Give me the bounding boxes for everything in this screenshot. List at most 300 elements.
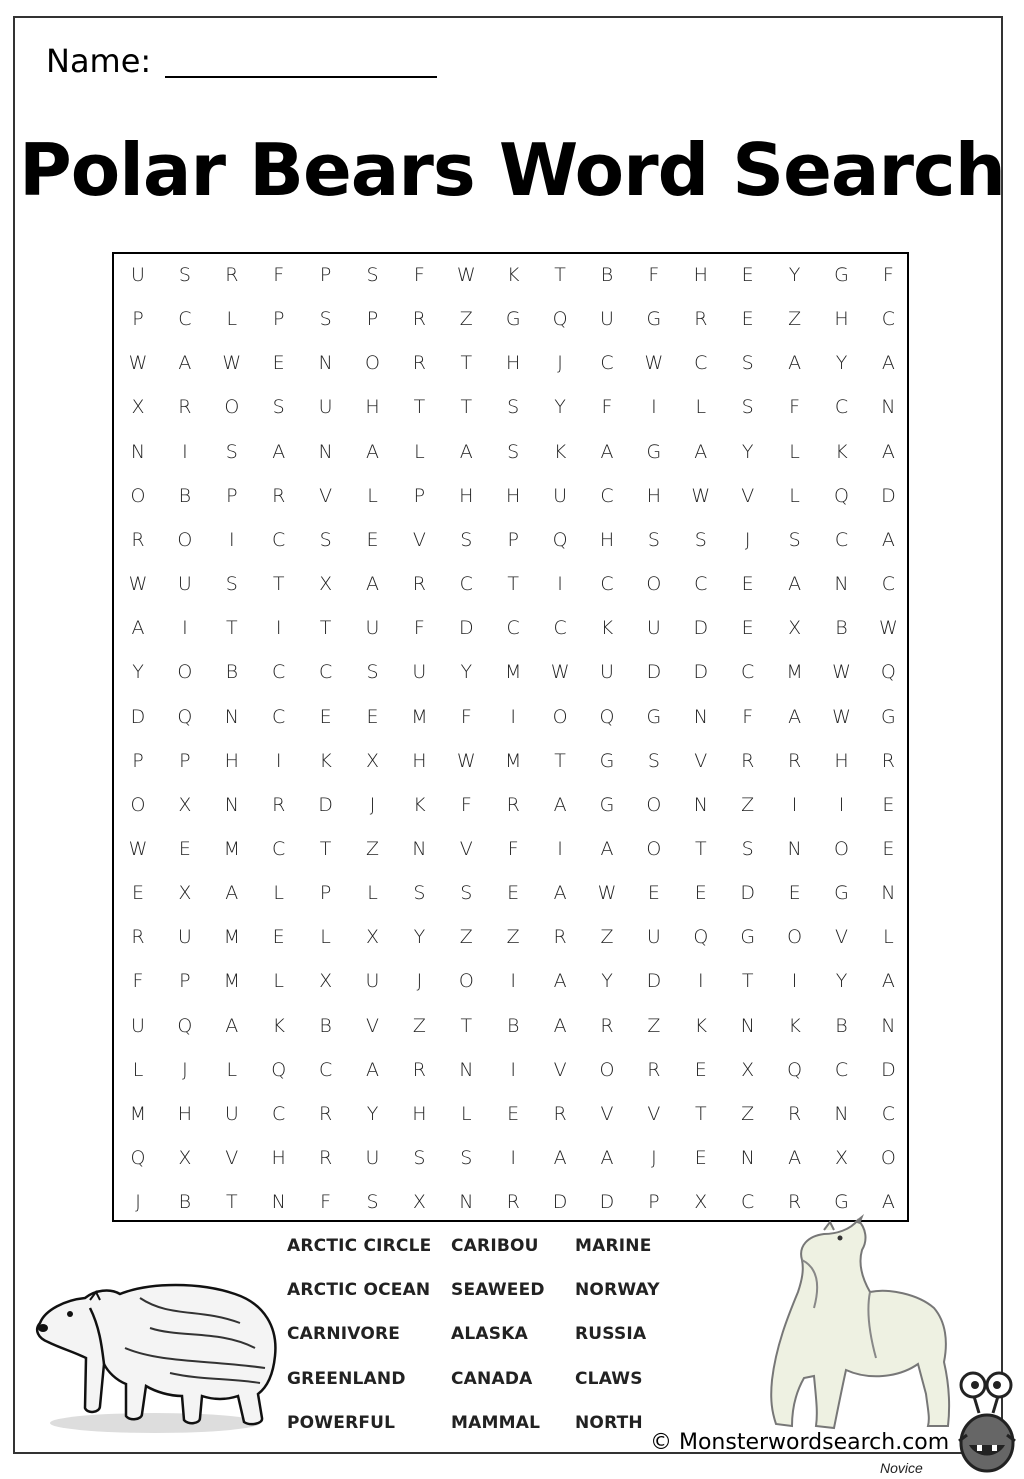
grid-cell[interactable]: R <box>272 793 286 816</box>
grid-cell[interactable]: H <box>506 352 521 375</box>
grid-cell[interactable]: Y <box>601 970 613 993</box>
grid-cell[interactable]: O <box>458 970 474 993</box>
name-field-line[interactable] <box>165 76 437 78</box>
grid-cell[interactable]: H <box>693 264 708 286</box>
grid-cell[interactable]: H <box>834 749 849 772</box>
grid-cell[interactable]: O <box>646 837 662 860</box>
grid-cell[interactable]: Q <box>552 308 568 331</box>
grid-cell[interactable]: A <box>600 837 614 860</box>
grid-cell[interactable]: E <box>882 837 895 860</box>
grid-cell[interactable]: A <box>788 1147 802 1169</box>
grid-cell[interactable]: P <box>507 528 519 551</box>
grid-cell[interactable]: S <box>413 1147 426 1169</box>
grid-cell[interactable]: O <box>130 793 146 816</box>
grid-cell[interactable]: O <box>224 396 240 419</box>
grid-cell[interactable]: G <box>599 793 615 816</box>
grid-cell[interactable]: A <box>881 528 895 551</box>
grid-cell[interactable]: L <box>695 396 707 419</box>
grid-cell[interactable]: R <box>412 573 426 596</box>
grid-cell[interactable]: Z <box>365 837 380 860</box>
grid-cell[interactable]: U <box>131 264 145 286</box>
grid-cell[interactable]: A <box>788 705 802 728</box>
grid-cell[interactable]: W <box>832 661 851 684</box>
grid-cell[interactable]: F <box>742 705 754 728</box>
grid-cell[interactable]: N <box>224 793 239 816</box>
grid-cell[interactable]: L <box>320 926 331 949</box>
grid-cell[interactable]: I <box>697 970 704 993</box>
grid-cell[interactable]: Z <box>741 1102 755 1125</box>
grid-cell[interactable]: N <box>318 440 333 463</box>
grid-cell[interactable]: Q <box>271 1058 287 1081</box>
grid-cell[interactable]: Y <box>413 926 426 949</box>
grid-cell[interactable]: K <box>553 440 567 463</box>
grid-cell[interactable]: W <box>128 837 148 860</box>
grid-cell[interactable]: N <box>693 705 708 728</box>
grid-cell[interactable]: H <box>646 484 662 507</box>
grid-cell[interactable]: C <box>834 396 849 419</box>
grid-cell[interactable]: T <box>554 264 566 286</box>
grid-cell[interactable]: O <box>365 352 380 375</box>
grid-cell[interactable]: P <box>132 308 144 331</box>
grid-cell[interactable]: S <box>178 264 191 286</box>
grid-cell[interactable]: N <box>740 1014 755 1037</box>
grid-cell[interactable]: D <box>693 617 709 640</box>
grid-cell[interactable]: X <box>365 926 380 949</box>
grid-cell[interactable]: D <box>599 1191 615 1214</box>
grid-cell[interactable]: A <box>788 573 802 596</box>
grid-cell[interactable]: C <box>834 528 849 551</box>
grid-cell[interactable]: Q <box>552 528 568 551</box>
grid-cell[interactable]: E <box>272 926 285 949</box>
grid-cell[interactable]: C <box>694 573 708 596</box>
grid-cell[interactable]: O <box>646 573 662 596</box>
grid-cell[interactable]: L <box>789 440 800 463</box>
grid-cell[interactable]: L <box>789 484 800 507</box>
grid-cell[interactable]: O <box>646 793 662 816</box>
grid-cell[interactable]: P <box>272 308 285 331</box>
grid-cell[interactable]: T <box>319 617 332 640</box>
grid-cell[interactable]: K <box>319 749 332 772</box>
grid-cell[interactable]: K <box>694 1014 708 1037</box>
grid-cell[interactable]: V <box>366 1014 379 1037</box>
grid-cell[interactable]: C <box>881 573 896 596</box>
grid-cell[interactable]: X <box>319 573 333 596</box>
grid-cell[interactable]: R <box>881 749 895 772</box>
grid-cell[interactable]: S <box>225 573 238 596</box>
grid-cell[interactable]: I <box>182 617 188 640</box>
grid-cell[interactable]: V <box>412 528 426 551</box>
grid-cell[interactable]: E <box>882 793 895 816</box>
grid-cell[interactable]: I <box>510 1058 516 1081</box>
grid-cell[interactable]: A <box>553 1014 567 1037</box>
grid-cell[interactable]: L <box>273 882 284 905</box>
grid-cell[interactable]: B <box>178 1191 192 1214</box>
grid-cell[interactable]: L <box>367 484 378 507</box>
grid-cell[interactable]: S <box>507 396 520 419</box>
grid-cell[interactable]: S <box>694 528 707 551</box>
grid-cell[interactable]: Q <box>834 484 849 507</box>
grid-cell[interactable]: M <box>504 661 522 684</box>
grid-cell[interactable]: R <box>412 1058 426 1081</box>
grid-cell[interactable]: A <box>553 970 567 993</box>
grid-cell[interactable]: T <box>507 573 519 596</box>
grid-cell[interactable]: I <box>510 705 516 728</box>
grid-cell[interactable]: C <box>318 661 333 684</box>
grid-cell[interactable]: F <box>460 793 472 816</box>
grid-cell[interactable]: V <box>835 926 848 949</box>
grid-cell[interactable]: S <box>366 661 379 684</box>
grid-cell[interactable]: H <box>459 484 474 507</box>
grid-cell[interactable]: A <box>553 1147 567 1169</box>
grid-cell[interactable]: K <box>413 793 426 816</box>
grid-cell[interactable]: V <box>600 1102 614 1125</box>
grid-cell[interactable]: S <box>741 396 754 419</box>
grid-cell[interactable]: A <box>881 970 895 993</box>
grid-cell[interactable]: X <box>412 1191 426 1214</box>
grid-cell[interactable]: U <box>600 308 614 331</box>
grid-cell[interactable]: S <box>366 264 379 286</box>
grid-cell[interactable]: J <box>135 1191 141 1214</box>
grid-cell[interactable]: H <box>271 1147 286 1169</box>
grid-cell[interactable]: W <box>832 705 851 728</box>
grid-cell[interactable]: K <box>788 1014 801 1037</box>
grid-cell[interactable]: E <box>788 882 801 905</box>
grid-cell[interactable]: C <box>272 705 286 728</box>
grid-cell[interactable]: V <box>694 749 708 772</box>
grid-cell[interactable]: S <box>319 308 332 331</box>
grid-cell[interactable]: Y <box>835 970 848 993</box>
grid-cell[interactable]: C <box>272 837 286 860</box>
grid-cell[interactable]: M <box>223 926 240 949</box>
grid-cell[interactable]: X <box>131 396 145 419</box>
grid-cell[interactable]: S <box>366 1191 379 1214</box>
grid-cell[interactable]: C <box>834 1058 849 1081</box>
grid-cell[interactable]: X <box>834 1147 849 1169</box>
grid-cell[interactable]: S <box>741 837 754 860</box>
grid-cell[interactable]: C <box>506 617 520 640</box>
grid-cell[interactable]: Y <box>788 264 801 286</box>
grid-cell[interactable]: S <box>507 440 520 463</box>
grid-cell[interactable]: A <box>178 352 192 375</box>
grid-cell[interactable]: T <box>460 352 473 375</box>
grid-cell[interactable]: M <box>411 705 428 728</box>
grid-cell[interactable]: C <box>881 1102 896 1125</box>
grid-cell[interactable]: U <box>177 573 192 596</box>
grid-cell[interactable]: P <box>648 1191 660 1214</box>
grid-cell[interactable]: S <box>741 352 754 375</box>
grid-cell[interactable]: R <box>318 1147 333 1169</box>
grid-cell[interactable]: G <box>646 308 662 331</box>
grid-cell[interactable]: Z <box>506 926 520 949</box>
grid-cell[interactable]: F <box>882 264 894 286</box>
grid-cell[interactable]: F <box>273 264 285 286</box>
grid-cell[interactable]: G <box>834 1191 849 1214</box>
grid-cell[interactable]: O <box>552 705 568 728</box>
grid-cell[interactable]: S <box>413 882 426 905</box>
grid-cell[interactable]: D <box>693 661 709 684</box>
grid-cell[interactable]: D <box>646 661 662 684</box>
grid-cell[interactable]: L <box>461 1102 472 1125</box>
grid-cell[interactable]: E <box>741 617 754 640</box>
grid-cell[interactable]: F <box>132 970 144 993</box>
grid-cell[interactable]: H <box>834 308 849 331</box>
grid-cell[interactable]: R <box>412 308 426 331</box>
grid-cell[interactable]: H <box>177 1102 193 1125</box>
grid-cell[interactable]: Z <box>600 926 614 949</box>
grid-cell[interactable]: T <box>554 749 566 772</box>
grid-cell[interactable]: N <box>881 882 896 905</box>
grid-cell[interactable]: H <box>506 484 521 507</box>
grid-cell[interactable]: D <box>740 882 755 905</box>
grid-cell[interactable]: U <box>318 396 333 419</box>
grid-cell[interactable]: J <box>744 528 751 551</box>
grid-cell[interactable]: U <box>365 617 380 640</box>
grid-cell[interactable]: T <box>272 573 285 596</box>
grid-cell[interactable]: N <box>459 1058 474 1081</box>
grid-cell[interactable]: O <box>787 926 803 949</box>
grid-cell[interactable]: Z <box>459 308 473 331</box>
grid-cell[interactable]: U <box>365 1147 380 1169</box>
grid-cell[interactable]: G <box>834 264 849 286</box>
grid-cell[interactable]: D <box>130 705 146 728</box>
grid-cell[interactable]: A <box>600 440 614 463</box>
grid-cell[interactable]: Q <box>177 705 193 728</box>
grid-cell[interactable]: F <box>789 396 801 419</box>
grid-cell[interactable]: X <box>178 793 192 816</box>
grid-cell[interactable]: T <box>460 1014 473 1037</box>
grid-cell[interactable]: Q <box>880 661 896 684</box>
grid-cell[interactable]: U <box>365 970 380 993</box>
grid-cell[interactable]: W <box>128 573 148 596</box>
grid-cell[interactable]: Q <box>599 705 615 728</box>
grid-cell[interactable]: N <box>412 837 427 860</box>
grid-cell[interactable]: N <box>881 396 896 419</box>
grid-cell[interactable]: A <box>553 882 567 905</box>
grid-cell[interactable]: K <box>272 1014 285 1037</box>
grid-cell[interactable]: N <box>318 352 333 375</box>
grid-cell[interactable]: I <box>510 1147 516 1169</box>
grid-cell[interactable]: P <box>179 970 191 993</box>
grid-cell[interactable]: T <box>694 1102 707 1125</box>
grid-cell[interactable]: M <box>223 970 240 993</box>
grid-cell[interactable]: P <box>319 264 332 286</box>
grid-cell[interactable]: R <box>600 1014 614 1037</box>
grid-cell[interactable]: A <box>225 882 239 905</box>
grid-cell[interactable]: I <box>510 970 516 993</box>
grid-cell[interactable]: K <box>506 264 520 286</box>
grid-cell[interactable]: A <box>881 352 895 375</box>
grid-cell[interactable]: T <box>460 396 473 419</box>
grid-cell[interactable]: A <box>600 1147 614 1169</box>
grid-cell[interactable]: W <box>456 749 476 772</box>
grid-cell[interactable]: N <box>881 1014 896 1037</box>
grid-cell[interactable]: E <box>507 882 520 905</box>
grid-cell[interactable]: X <box>694 1191 708 1214</box>
grid-cell[interactable]: T <box>413 396 426 419</box>
grid-cell[interactable]: N <box>271 1191 286 1214</box>
grid-cell[interactable]: E <box>319 705 332 728</box>
grid-cell[interactable]: E <box>741 573 754 596</box>
grid-cell[interactable]: N <box>130 440 146 463</box>
grid-cell[interactable]: E <box>741 264 754 286</box>
grid-cell[interactable]: X <box>741 1058 755 1081</box>
grid-cell[interactable]: C <box>553 617 567 640</box>
grid-cell[interactable]: R <box>131 528 145 551</box>
grid-cell[interactable]: C <box>600 352 614 375</box>
grid-cell[interactable]: F <box>320 1191 332 1214</box>
grid-cell[interactable]: Z <box>788 308 802 331</box>
grid-cell[interactable]: M <box>786 661 803 684</box>
grid-cell[interactable]: F <box>507 837 519 860</box>
grid-cell[interactable]: W <box>878 617 898 640</box>
grid-cell[interactable]: H <box>599 528 615 551</box>
grid-cell[interactable]: W <box>691 484 711 507</box>
grid-cell[interactable]: R <box>506 793 520 816</box>
grid-cell[interactable]: O <box>177 528 193 551</box>
grid-cell[interactable]: R <box>318 1102 333 1125</box>
grid-cell[interactable]: I <box>838 793 845 816</box>
grid-cell[interactable]: G <box>881 705 896 728</box>
grid-cell[interactable]: R <box>647 1058 661 1081</box>
grid-cell[interactable]: W <box>644 352 664 375</box>
grid-cell[interactable]: I <box>182 440 188 463</box>
grid-cell[interactable]: Y <box>132 661 144 684</box>
grid-cell[interactable]: Y <box>460 661 473 684</box>
grid-cell[interactable]: L <box>414 440 425 463</box>
grid-cell[interactable]: S <box>319 528 332 551</box>
grid-cell[interactable]: W <box>597 882 617 905</box>
grid-cell[interactable]: R <box>694 308 708 331</box>
grid-cell[interactable]: R <box>787 749 802 772</box>
grid-cell[interactable]: U <box>412 661 427 684</box>
grid-cell[interactable]: V <box>459 837 473 860</box>
grid-cell[interactable]: U <box>131 1014 145 1037</box>
grid-cell[interactable]: R <box>553 1102 567 1125</box>
grid-cell[interactable]: A <box>881 440 895 463</box>
grid-cell[interactable]: X <box>365 749 380 772</box>
grid-cell[interactable]: V <box>225 1147 239 1169</box>
grid-cell[interactable]: C <box>600 484 614 507</box>
grid-cell[interactable]: H <box>224 749 239 772</box>
grid-cell[interactable]: R <box>553 926 567 949</box>
grid-cell[interactable]: A <box>459 440 473 463</box>
grid-cell[interactable]: E <box>694 1147 707 1169</box>
grid-cell[interactable]: Z <box>647 1014 661 1037</box>
grid-cell[interactable]: F <box>601 396 613 419</box>
grid-cell[interactable]: F <box>413 617 425 640</box>
grid-cell[interactable]: P <box>226 484 238 507</box>
grid-cell[interactable]: B <box>319 1014 332 1037</box>
grid-cell[interactable]: A <box>694 440 708 463</box>
grid-cell[interactable]: E <box>741 308 754 331</box>
grid-cell[interactable]: X <box>178 1147 192 1169</box>
grid-cell[interactable]: L <box>273 970 284 993</box>
grid-cell[interactable]: J <box>557 352 563 375</box>
grid-cell[interactable]: C <box>600 573 614 596</box>
grid-cell[interactable]: B <box>835 617 848 640</box>
grid-cell[interactable]: L <box>226 1058 238 1081</box>
grid-cell[interactable]: A <box>366 440 379 463</box>
grid-cell[interactable]: P <box>179 749 191 772</box>
grid-cell[interactable]: A <box>788 352 802 375</box>
grid-cell[interactable]: U <box>600 661 614 684</box>
grid-cell[interactable]: S <box>272 396 285 419</box>
grid-cell[interactable]: C <box>459 573 473 596</box>
grid-cell[interactable]: J <box>416 970 423 993</box>
grid-cell[interactable]: I <box>275 617 282 640</box>
grid-cell[interactable]: L <box>226 308 238 331</box>
grid-cell[interactable]: A <box>366 573 379 596</box>
grid-cell[interactable]: Z <box>412 1014 426 1037</box>
grid-cell[interactable]: D <box>318 793 333 816</box>
grid-cell[interactable]: K <box>600 617 614 640</box>
grid-cell[interactable]: V <box>647 1102 661 1125</box>
grid-cell[interactable]: Q <box>693 926 709 949</box>
grid-cell[interactable]: I <box>557 573 563 596</box>
grid-cell[interactable]: S <box>460 1147 473 1169</box>
grid-cell[interactable]: I <box>651 396 657 419</box>
grid-cell[interactable]: U <box>177 926 192 949</box>
grid-cell[interactable]: I <box>275 749 282 772</box>
word-search-grid[interactable] <box>112 252 909 1222</box>
grid-cell[interactable]: U <box>224 1102 239 1125</box>
grid-cell[interactable]: C <box>178 308 192 331</box>
grid-cell[interactable]: T <box>694 837 707 860</box>
grid-cell[interactable]: Z <box>741 793 755 816</box>
grid-cell[interactable]: C <box>694 352 708 375</box>
grid-cell[interactable]: T <box>319 837 332 860</box>
grid-cell[interactable]: P <box>413 484 426 507</box>
grid-cell[interactable]: D <box>881 1058 896 1081</box>
grid-cell[interactable]: E <box>694 1058 707 1081</box>
grid-cell[interactable]: O <box>130 484 146 507</box>
grid-cell[interactable]: A <box>131 617 145 640</box>
grid-cell[interactable]: I <box>557 837 563 860</box>
grid-cell[interactable]: J <box>651 1147 657 1169</box>
grid-cell[interactable]: C <box>318 1058 333 1081</box>
grid-cell[interactable]: A <box>272 440 286 463</box>
grid-cell[interactable]: C <box>741 1191 755 1214</box>
grid-cell[interactable]: C <box>881 308 896 331</box>
grid-cell[interactable]: R <box>131 926 145 949</box>
grid-cell[interactable]: C <box>272 1102 286 1125</box>
grid-cell[interactable]: Q <box>130 1147 146 1169</box>
grid-cell[interactable]: S <box>647 749 660 772</box>
grid-cell[interactable]: Q <box>787 1058 803 1081</box>
grid-cell[interactable]: N <box>834 1102 849 1125</box>
grid-cell[interactable]: R <box>787 1102 802 1125</box>
grid-cell[interactable]: H <box>365 396 380 419</box>
grid-cell[interactable]: B <box>600 264 614 286</box>
grid-cell[interactable]: I <box>791 793 798 816</box>
grid-cell[interactable]: I <box>228 528 235 551</box>
grid-cell[interactable]: T <box>225 617 238 640</box>
grid-cell[interactable]: N <box>693 793 708 816</box>
grid-cell[interactable]: R <box>741 749 755 772</box>
grid-cell[interactable]: A <box>366 1058 379 1081</box>
grid-cell[interactable]: Y <box>554 396 566 419</box>
grid-cell[interactable]: B <box>506 1014 520 1037</box>
grid-cell[interactable]: B <box>835 1014 848 1037</box>
grid-cell[interactable]: P <box>132 749 144 772</box>
grid-cell[interactable]: S <box>225 440 238 463</box>
grid-cell[interactable]: O <box>599 1058 615 1081</box>
grid-cell[interactable]: S <box>460 528 473 551</box>
grid-cell[interactable]: D <box>646 970 662 993</box>
grid-cell[interactable]: D <box>552 1191 568 1214</box>
grid-cell[interactable]: R <box>412 352 426 375</box>
grid-cell[interactable]: A <box>225 1014 239 1037</box>
